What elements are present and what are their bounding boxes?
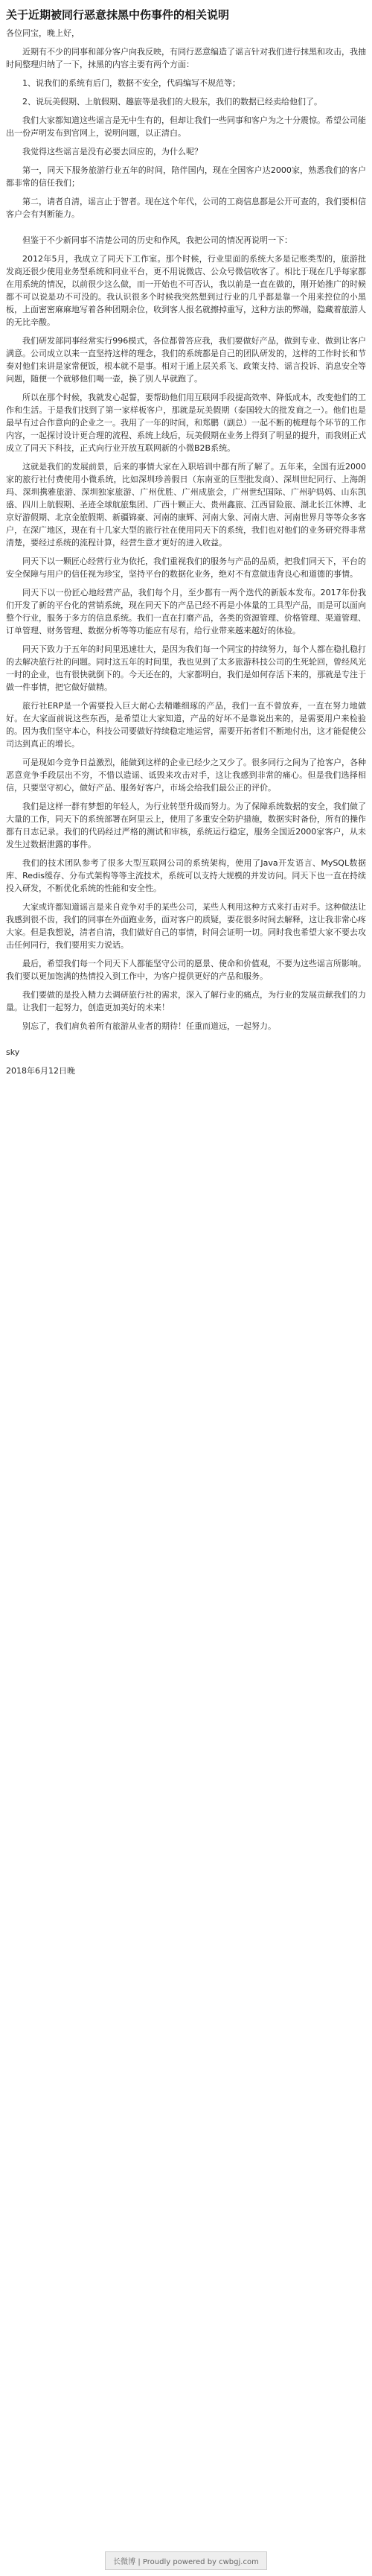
article-title: 关于近期被同行恶意抹黑中伤事件的相关说明: [6, 8, 230, 22]
paragraph: 同天下以一颗匠心经营行业为依托，我们重视我们的服务与产品的品质，把我们同天下，平台的安全保障与用户的信任视为珍宝，坚持平台的数据化业务，绝对不有意做违背良心和道德的事情。: [6, 556, 366, 579]
article-body: [0, 27, 372, 1077]
paragraph: 我们要做的是投入精力去调研旅行社的需求，深入了解行业的痛点，为行业的发展贡献我们的力量。让我们一起努力，创造更加美好的未来！: [6, 990, 366, 1012]
paragraph: 我们研发部同事经常实行996模式，各位都曾答应我，我们要做好产品，做到专业、做到让客户满意。公司成立以来一直坚持这样的理念，我们的系统都是自己的团队研发的，这样的工作时长和节奏对他们来讲是家常便饭，根本就不是事。相对于通上层关系飞、政策支持、谣言投诉、消息安全等问题，随便一个就够他们喝一壶，换了别人早就跑了。: [6, 336, 366, 384]
footer: [0, 2551, 372, 2570]
paragraph: 第二，请者自清，谣言止于智者。现在这个年代，公司的工商信息都是公开可查的，我们要相信客户会有判断能力。: [6, 197, 366, 219]
section-spacer: [6, 1038, 366, 1046]
paragraph: 我觉得这些谣言是没有必要去回应的，为什么呢？: [22, 147, 202, 156]
paragraph: 近期有不少的同事和部分客户向我反映，有同行恶意编造了谣言针对我们进行抹黑和攻击，我抽时间整理归纳了一下，抹黑的内容主要有两个方面：: [6, 47, 366, 69]
date: 2018年6月12日晚: [6, 1066, 75, 1076]
paragraph: 第一，同天下服务旅游行业五年的时间，陪伴国内，现在全国客户达2000家，熟悉我们的客户都非常的信任我们；: [6, 165, 366, 188]
paragraph: 但鉴于不少新同事不清楚公司的历史和作风，我把公司的情况再说明一下：: [22, 235, 292, 245]
paragraph: 我们的技术团队参考了很多大型互联网公司的系统架构，使用了Java开发语言、MySQL数据库、Redis缓存、分布式架构等等主流技术，系统可以支持大规模的并发访问。同天下也一直在持续投入研发，不断优化系统的性能和安全性。: [6, 858, 366, 893]
paragraph: 这就是我们的发展前景，后来的事情大家在入职培训中都有所了解了。五年来，全国有近2000家的旅行社付费使用小微系统，比如深圳珍善假日（东南亚的巨型批发商）、深圳世纪同行、上海朗玛、深圳携雅旅游、深圳独家旅游、广州优胜、广州成旅会，广州世纪国际、广州驴妈妈、山东凯盛、四川上航假期、圣迹全球航旅集团、广西十颗正大、贵州鑫旅、江西冒险旅、湖北长江休博、北京好游假期、北京金旅假期、新疆锦豪、河南的康辉、河南大象、河南大唐、河南世界月等等众多客户，在深广地区，现在有十几家大型的旅行社在使用同天下的系统，我们也对他们的业务研究得非常清楚，要经过系统的流程计算，经营生意才更好的进入收益。: [6, 462, 366, 548]
paragraph: 1、说我们的系统有后门，数据不安全，代码编写不规范等；: [22, 78, 240, 88]
paragraph: 所以在那个时候，我就发心起誓，要帮助他们用互联网手段提高效率、降低成本，改变他们的工作和生活。于是我们找到了第一家样板客户，那就是玩美假期（泰国较大的批发商之一）。他们也是最早有过合作意向的企业之一。我用了一年的时间，和郑鹏（副总）一起不断的梳理每个环节的工作内容，一起探讨设计更合理的流程、系统上线后，玩美假期在业务上得到了明显的提升，而我则正式成立了同天下科技，正式向行业开放互联网新的小微B2B系统。: [6, 393, 366, 453]
paragraph: 旅行社ERP是一个需要投入巨大耐心去精雕细琢的产品，我们一直不曾放弃，一直在努力地做好。在大家面前说这些东西，是希望让大家知道，产品的好坏不是靠说出来的，是需要用户来检验的。因为我们坚守本心，科技公司要做好持续稳定地运营，需要开拓者们不断地付出，这才能促使公司达到真正的增长。: [6, 701, 366, 749]
paragraph: 同天下致力于五年的时间里迅速壮大，是因为我们每一个同宝的持续努力，每个人都在稳扎稳打的去解决旅行社的问题。同时这五年的时间里，我也见到了太多旅游科技公司的生死轮回，曾经风光一时的企业，也有很快就倒下的。今天还在的，大家都明白，我们是如何存活下来的，那就是专注于做一件事情，把它做好做精。: [6, 644, 366, 692]
paragraph: 大家或许都知道谣言是来自竞争对手的某些公司，某些人利用这种方式来打击对手。这种做法让我感到很不齿，我们的同事在外面跑业务，面对客户的质疑，要花很多时间去解释，这让我非常心疼大家。但是我想说，清者自清，我们做好自己的事情，时间会证明一切。同时我也希望大家不要去攻击任何同行，我们要用实力说话。: [6, 902, 366, 950]
section-spacer: [6, 226, 366, 234]
signature: sky: [6, 1047, 20, 1057]
footer-credit[interactable]: 长微博 | Proudly powered by cwbgj.com: [105, 2551, 267, 2570]
paragraph: 我们是这样一群有梦想的年轻人，为行业转型升级而努力。为了保障系统数据的安全，我们做了大量的工作，同天下的系统部署在阿里云上，使用了多重安全防护措施，数据实时备份，所有的操作都有日志记录。我们的代码经过严格的测试和审核，系统运行稳定，服务全国近2000家客户，从未发生过数据泄露的事件。: [6, 802, 366, 849]
paragraph: 2012年5月，我成立了同天下工作室。那个时候，行业里面的系统大多是记账类型的，旅游批发商还很少使用业务型系统和同业平台，更不用说微店、公众号微信收客了。相比于现在几乎每家都在用系统的情况，以前很少这么做，而一开始也不可否认，我以前是一直在做的，刚开始推广的时候都不可以说是功不可没的。我认识很多个时候我突然想到过行业的几乎都是靠一个用来控位的小黑板，上面密密麻麻地写着各种团期余位，收到客人报名就擦掉重写，这种方法的弊端，隐藏着旅游人的无比辛酸。: [6, 254, 366, 327]
paragraph: 可是现如今竞争日益激烈，能做到这样的企业已经少之又少了。很多同行之间为了抢客户，各种恶意竞争手段层出不穷，不惜以造谣、诋毁来攻击对手，这让我感到非常的痛心。但是我们选择相信，只要坚守初心，做好产品、服务好客户，市场会给我们最公正的评价。: [6, 758, 366, 793]
greeting: 各位同宝，晚上好，: [6, 28, 80, 38]
paragraph: 我们大家都知道这些谣言是无中生有的，但却让我们一些同事和客户为之十分震惊。希望公司能出一份声明发布到官网上，说明问题，以正清白。: [6, 115, 366, 138]
paragraph: 别忘了，我们肩负着所有旅游从业者的期待！任重而道远，一起努力。: [22, 1021, 276, 1031]
paragraph: 最后，希望我们每一个同天下人都能坚守公司的愿景、使命和价值观，不要为这些谣言所影响。我们要以更加饱满的热情投入到工作中，为客户提供更好的产品和服务。: [6, 959, 366, 981]
paragraph: 2、说玩美假期、上航假期、趣旅等是我们的大股东，我们的数据已经卖给他们了。: [22, 97, 322, 107]
paragraph: 同天下以一份匠心地经营产品，我们每个月，至少都有一两个迭代的新版本发布。2017年份我们开发了新的平台化的营销系统，现在同天下的产品已经不再是小体量的工具型产品，而是可以面向整个行业，服务于多方的信息系统。我们一直在打磨产品，各类的资源管理、价格管理、渠道管理、订单管理、财务管理、数据分析等等功能应有尽有，给行业带来越来越好的体验。: [6, 588, 366, 635]
